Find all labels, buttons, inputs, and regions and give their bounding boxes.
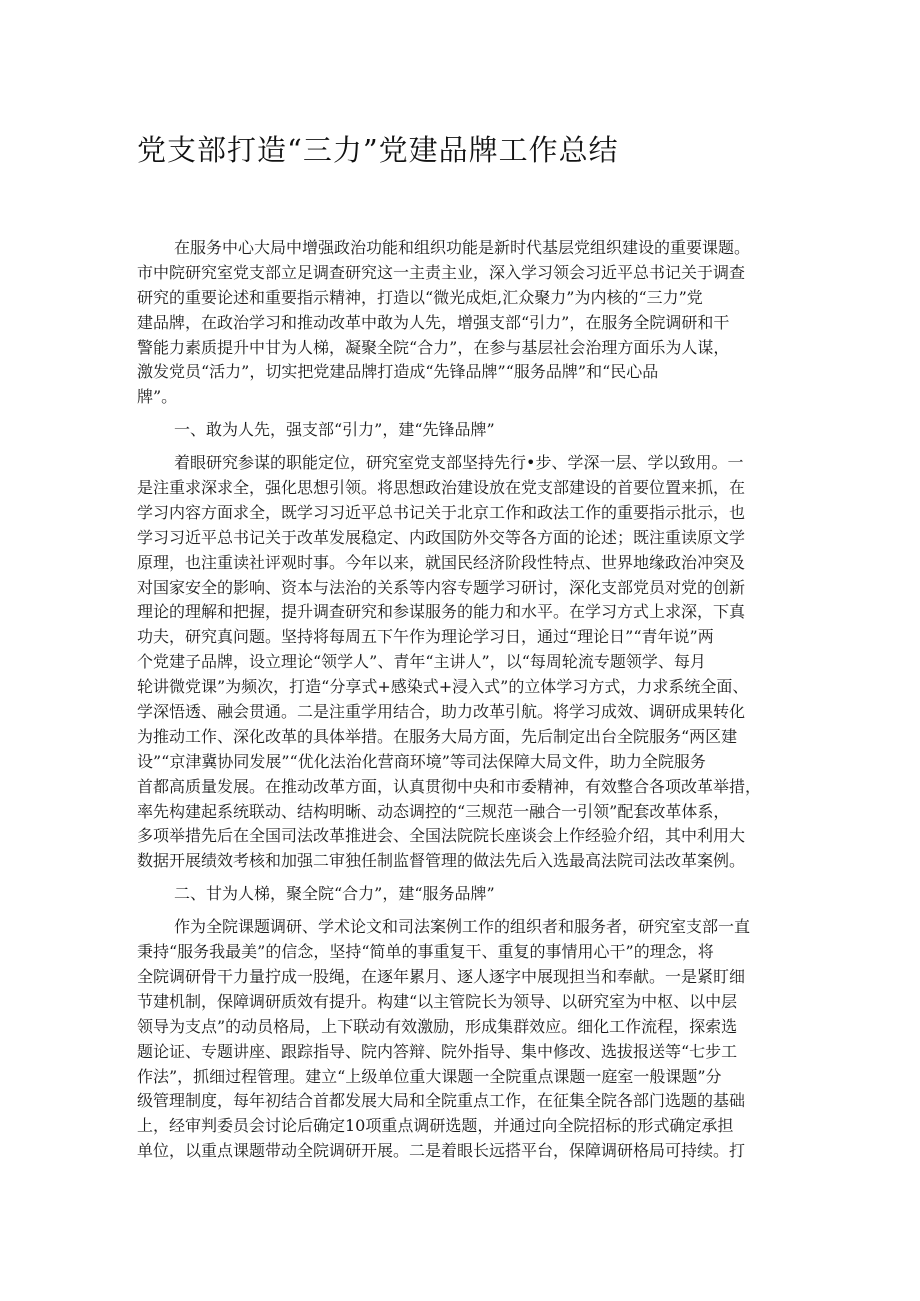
text-line: 节建机制，保障调研质效有提升。构建“以主管院长为领导、以研究室为中枢、以中层 (137, 991, 738, 1011)
text-line: 原理，也注重读社评观时事。今年以来，就国民经济阶段性特点、世界地缘政治冲突及 (137, 552, 746, 572)
text-line: 学深悟透、融会贯通。二是注重学用结合，助力改革引航。将学习成效、调研成果转化 (137, 702, 746, 722)
text-line: 首都高质量发展。在推动改革方面，认真贯彻中央和市委精神，有效整合各项改革举措， (137, 776, 762, 796)
text-line: 轮讲微党课”为频次，打造“分享式+感染式+浸入式”的立体学习方式，力求系统全面、 (137, 677, 749, 697)
section-heading-2: 二、甘为人梯，聚全院“合力”，建“服务品牌” (174, 884, 495, 904)
text-line: 功夫，研究真问题。坚持将每周五下午作为理论学习日，通过“理论日”“青年说”两 (137, 627, 714, 647)
text-line: 警能力素质提升中甘为人梯，凝聚全院“合力”，在参与基层社会治理方面乐为人谋， (137, 337, 730, 357)
document-title: 党支部打造“三力”党建品牌工作总结 (137, 133, 619, 167)
text-line: 领导为支点”的动员格局，上下联动有效激励，形成集群效应。细化工作流程，探索选 (137, 1016, 738, 1036)
text-line: 着眼研究参谋的职能定位，研究室党支部坚持先行•步、学深一层、学以致用。一 (174, 453, 744, 473)
text-line: 为推动工作、深化改革的具体举措。在服务大局方面，先后制定出台全院服务“两区建 (137, 726, 738, 746)
text-line: 学习习近平总书记关于改革发展稳定、内政国防外交等各方面的论述；既注重读原文学 (137, 527, 746, 547)
paragraph-section-2 (137, 915, 792, 1164)
text-line: 数据开展绩效考核和加强二审独任制监督管理的做法先后入选最高法院司法改革案例。 (137, 851, 746, 871)
paragraph-section-1 (137, 451, 792, 874)
text-line: 作法”，抓细过程管理。建立“上级单位重大课题一全院重点课题一庭室一般课题”分 (137, 1066, 722, 1086)
text-line: 建品牌，在政治学习和推动改革中敢为人先，增强支部“引力”，在服务全院调研和干 (137, 312, 730, 332)
text-line: 设”“京津冀协同发展”“优化法治化营商环境”等司法保障大局文件，助力全院服务 (137, 751, 706, 771)
text-line: 在服务中心大局中增强政治功能和组织功能是新时代基层党组织建设的重要课题。 (174, 238, 751, 257)
text-line: 率先构建起系统联动、结构明晰、动态调控的“三规范一融合一引领”配套改革体系， (137, 801, 730, 821)
text-line: 个党建子品牌，设立理论“领学人”、青年“主讲人”，以“每周轮流专题领学、每月 (137, 652, 706, 672)
spacer (137, 410, 792, 418)
text-line: 全院调研骨干力量拧成一股绳，在逐年累月、逐人逐字中展现担当和奉献。一是紧盯细 (137, 966, 746, 986)
text-line: 上，经审判委员会讨论后确定10项重点调研选题，并通过向全院招标的形式确定承担 (137, 1116, 734, 1136)
text-line: 激发党员“活力”，切实把党建品牌打造成“先锋品牌”“服务品牌”和“民心品 (137, 362, 659, 382)
text-line: 秉持“服务我最美”的信念，坚持“简单的事重复干、重复的事情用心干”的理念，将 (137, 942, 714, 962)
text-line: 研究的重要论述和重要指示精神，打造以“微光成炬,汇众聚力”为内核的“三力”党 (137, 287, 703, 307)
spacer (137, 874, 792, 882)
text-line: 学习内容方面求全，既学习习近平总书记关于北京工作和政法工作的重要指示批示，也 (137, 502, 746, 522)
document-body (137, 236, 792, 1164)
paragraph-intro (137, 236, 792, 410)
text-line: 作为全院课题调研、学术论文和司法案例工作的组织者和服务者，研究室支部一直 (174, 917, 751, 937)
text-line: 牌”。 (137, 387, 178, 407)
text-line: 是注重求深求全，强化思想引领。将思想政治建设放在党支部建设的首要位置来抓，在 (137, 478, 746, 498)
text-line: 市中院研究室党支部立足调查研究这一主责主业，深入学习领会习近平总书记关于调查 (137, 262, 746, 282)
text-line: 对国家安全的影响、资本与法治的关系等内容专题学习研讨，深化支部党员对党的创新 (137, 577, 746, 597)
spacer (137, 907, 792, 915)
text-line: 题论证、专题讲座、跟踪指导、院内答辩、院外指导、集中修改、选拔报送等“七步工 (137, 1041, 738, 1061)
text-line: 级管理制度，每年初结合首都发展大局和全院重点工作，在征集全院各部门选题的基础 (137, 1091, 746, 1111)
text-line: 单位，以重点课题带动全院调研开展。二是着眼长远搭平台，保障调研格局可持续。打 (137, 1141, 746, 1161)
spacer (137, 443, 792, 451)
text-line: 多项举措先后在全国司法改革推进会、全国法院院长座谈会上作经验介绍，其中利用大 (137, 826, 746, 846)
section-heading-1: 一、敢为人先，强支部“引力”，建“先锋品牌” (174, 420, 495, 440)
text-line: 理论的理解和把握，提升调查研究和参谋服务的能力和水平。在学习方式上求深，下真 (137, 602, 746, 622)
